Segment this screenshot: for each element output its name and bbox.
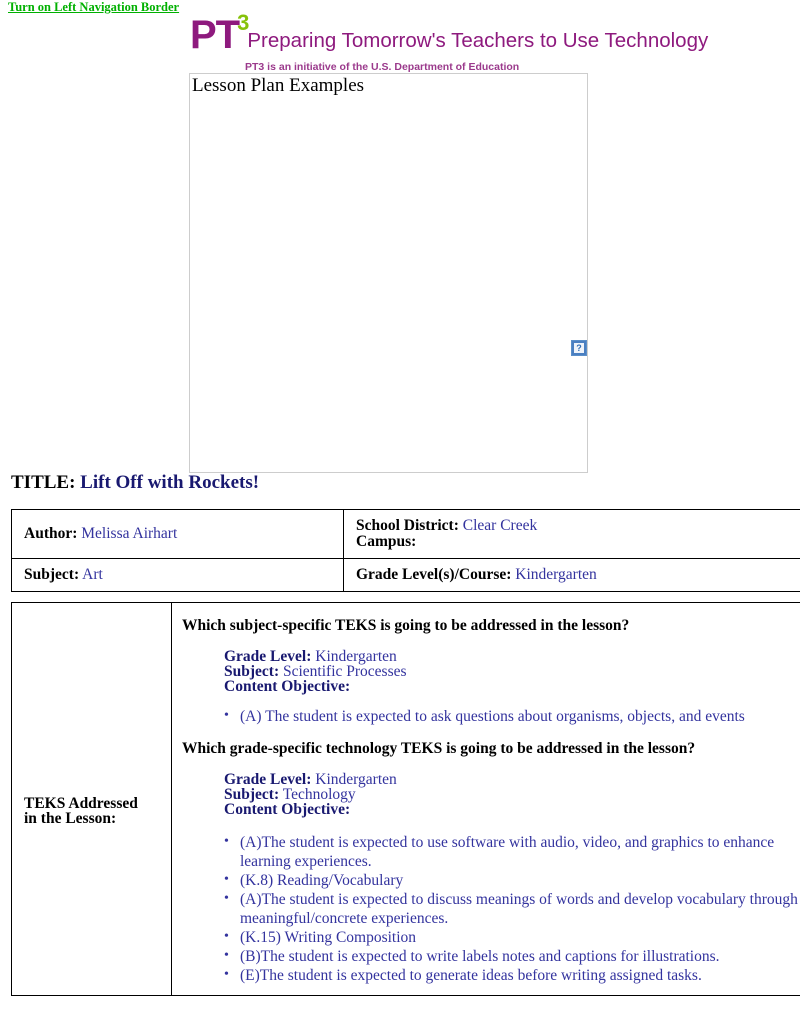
list-item: • (A) The student is expected to ask questions about organisms, objects, and events	[224, 707, 800, 726]
school-district-line	[356, 518, 800, 534]
teks-grade-line-1	[224, 649, 800, 664]
list-item: • (K.8) Reading/Vocabulary	[224, 871, 800, 890]
table-row	[12, 559, 800, 592]
grade-level-cell	[344, 559, 800, 592]
school-district-label: School District:	[356, 517, 459, 534]
teks-objective-label-1: Content Objective:	[224, 678, 351, 696]
pt3-logo	[190, 10, 712, 57]
author-cell	[12, 510, 344, 559]
campus-line	[356, 534, 800, 550]
page-title	[11, 472, 259, 494]
page-title-label: TITLE:	[11, 472, 76, 493]
teks-bullet-list-2	[182, 833, 800, 985]
teks-row-label	[24, 796, 138, 826]
teks-subject-line-2	[224, 787, 800, 802]
list-item: • (B)The student is expected to write labels notes and captions for illustrations.	[224, 947, 800, 966]
teks-grade-label-2: Grade Level:	[224, 770, 312, 788]
teks-objective-line-2	[224, 802, 800, 817]
school-district-cell	[344, 510, 800, 559]
teks-body-cell	[172, 603, 800, 996]
teks-table	[11, 602, 800, 996]
teks-grade-line-2	[224, 772, 800, 787]
teks-subject-label-1: Subject:	[224, 663, 280, 681]
broken-image-question-glyph: ?	[574, 343, 584, 353]
teks-meta-block-1	[224, 649, 800, 695]
pt3-initiative-subtitle: PT3 is an initiative of the U.S. Department of Education	[245, 61, 520, 73]
teks-bullet-list-1	[182, 707, 800, 726]
teks-subject-value-1: Scientific Processes	[282, 663, 407, 681]
pt3-tagline: Preparing Tomorrow's Teachers to Use Technology	[247, 29, 709, 52]
pt3-logo-superscript: 3	[237, 10, 250, 35]
teks-subject-label-2: Subject:	[224, 785, 280, 803]
pt3-banner	[190, 10, 709, 74]
campus-label: Campus:	[356, 533, 417, 550]
lesson-plan-examples-heading: Lesson Plan Examples	[192, 75, 365, 96]
author-value: Melissa Airhart	[81, 525, 178, 542]
table-row	[12, 603, 800, 996]
teks-question-subject-specific: Which subject-specific TEKS is going to be addressed in the lesson?	[182, 617, 630, 634]
teks-grade-value-2: Kindergarten	[315, 770, 397, 788]
list-item: • (K.15) Writing Composition	[224, 928, 800, 947]
grade-level-label: Grade Level(s)/Course:	[356, 566, 512, 583]
teks-subject-line-1	[224, 664, 800, 679]
turn-on-left-navigation-border-link[interactable]: Turn on Left Navigation Border	[8, 0, 180, 14]
list-item: • (E)The student is expected to generate ideas before writing assigned tasks.	[224, 966, 800, 985]
top-nav-area	[8, 0, 179, 14]
school-district-value: Clear Creek	[462, 517, 538, 534]
list-item: • (A)The student is expected to discuss meanings of words and develop vocabulary through meaningful/concrete experiences.	[224, 890, 800, 928]
grade-level-value: Kindergarten	[515, 566, 597, 583]
subject-label: Subject:	[24, 566, 80, 583]
broken-image-placeholder-icon[interactable]	[571, 340, 587, 356]
lesson-meta-table	[11, 509, 800, 592]
teks-objective-label-2: Content Objective:	[224, 801, 351, 819]
teks-subject-value-2: Technology	[282, 785, 356, 803]
teks-objective-line-1	[224, 679, 800, 694]
teks-question-technology: Which grade-specific technology TEKS is going to be addressed in the lesson?	[182, 739, 696, 757]
table-row	[12, 510, 800, 559]
page-title-value: Lift Off with Rockets!	[80, 472, 260, 493]
lesson-plan-examples-frame	[189, 73, 588, 473]
list-item: • (A)The student is expected to use software with audio, video, and graphics to enhance learning experiences.	[224, 833, 800, 871]
subject-cell	[12, 559, 344, 592]
teks-row-label-cell	[12, 603, 172, 996]
teks-grade-value-1: Kindergarten	[315, 648, 397, 665]
teks-grade-label-1: Grade Level:	[224, 648, 312, 665]
pt3-logo-pt-text: PT	[190, 13, 240, 57]
teks-row-label-line1: TEKS Addressed	[24, 795, 138, 812]
subject-value: Art	[82, 566, 103, 583]
teks-meta-block-2	[224, 772, 800, 818]
author-label: Author:	[24, 525, 78, 542]
teks-row-label-line2: in the Lesson:	[24, 810, 117, 827]
